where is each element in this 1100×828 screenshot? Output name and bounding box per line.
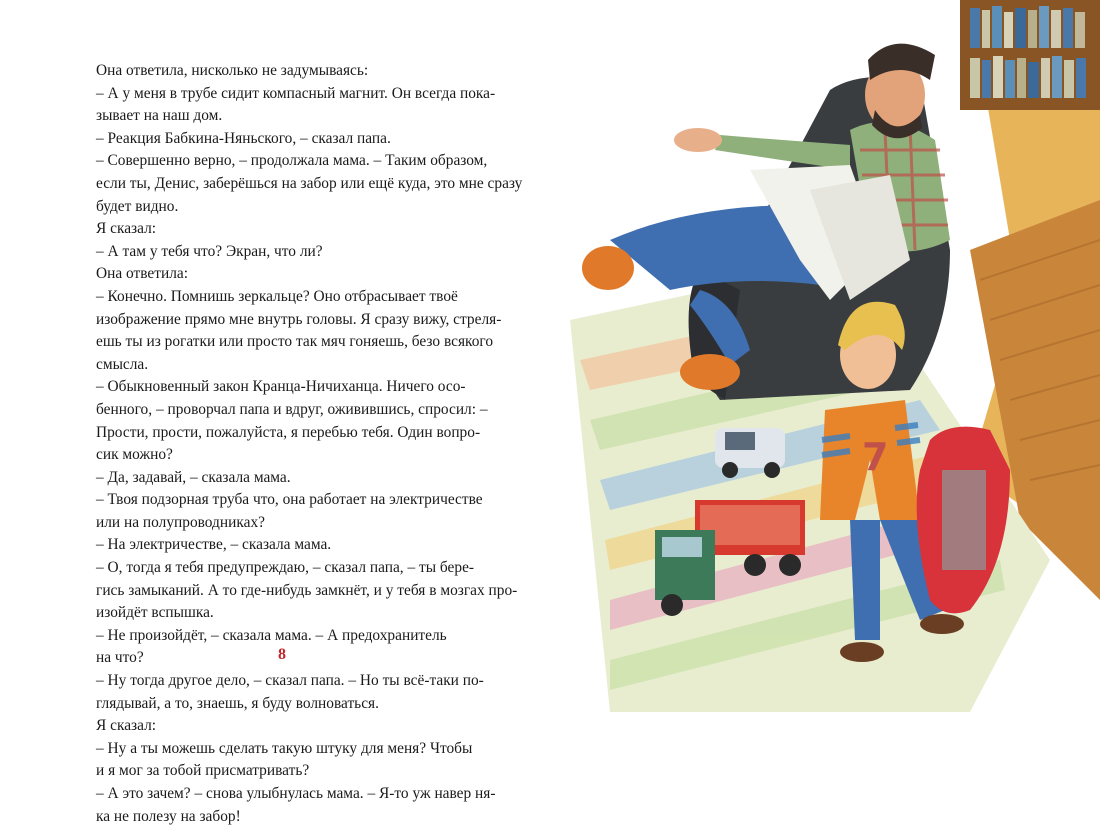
text-line: – Не произойдёт, – сказала мама. – А предохранитель	[96, 626, 447, 644]
boy-shoe-left	[840, 642, 884, 662]
text-line: Она ответила:	[96, 265, 189, 283]
text-line: – А это зачем? – снова улыбнулась мама. – Я-то уж навер ня-	[96, 785, 496, 802]
text-line: гись замыканий. А то где-нибудь замкнёт, и у тебя в мозгах про-	[96, 581, 518, 599]
text-line: изображение прямо мне внутрь головы. Я сразу вижу, стреля-	[96, 310, 502, 328]
page-number: 8	[278, 646, 286, 663]
text-line: на что?	[96, 649, 144, 667]
text-line: – Реакция Бабкина-Няньского, – сказал папа.	[96, 129, 391, 147]
text-line: ка не полезу на забор!	[96, 807, 241, 825]
text-line: зывает на наш дом.	[96, 107, 223, 125]
text-line: Я сказал:	[96, 717, 157, 735]
text-line: – А у меня в трубе сидит компасный магнит. Он всегда пока-	[96, 84, 496, 102]
text-line: – Совершенно верно, – продолжала мама. – Таким образом,	[96, 152, 488, 170]
dad-slipper-right	[680, 354, 740, 390]
boy-shoe-right	[920, 614, 964, 634]
story-text	[96, 60, 534, 828]
text-line: смысла.	[96, 355, 149, 373]
text-line: – Ну тогда другое дело, – сказал папа. – Но ты всё-таки по-	[96, 672, 484, 690]
text-line: – Ну а ты можешь сделать такую штуку для меня? Чтобы	[96, 739, 473, 757]
text-line: – О, тогда я тебя предупреждаю, – сказал папа, – ты бере-	[96, 559, 475, 577]
text-line: глядывай, а то, знаешь, я буду волноваться.	[96, 694, 379, 712]
boy-jeans-left	[850, 520, 880, 640]
dad-hand	[674, 128, 722, 152]
shirt-number: 7	[862, 435, 889, 479]
text-line: – Твоя подзорная труба что, она работает на электричестве	[96, 491, 483, 509]
dad-slipper-left	[582, 246, 634, 290]
text-line: и я мог за тобой присматривать?	[96, 762, 310, 780]
text-line: Она ответила, нисколько не задумываясь:	[96, 62, 369, 79]
text-line: – А там у тебя что? Экран, что ли?	[96, 242, 323, 260]
text-line: – Обыкновенный закон Кранца-Ничиханца. Ничего осо-	[96, 378, 466, 396]
text-line: или на полупроводниках?	[96, 513, 265, 531]
text-line: – Конечно. Помнишь зеркальце? Оно отбрасывает твоё	[96, 287, 458, 305]
illustration-page	[550, 0, 1100, 712]
text-line: Прости, прости, пожалуйста, я перебью тебя. Один вопро-	[96, 423, 481, 441]
text-line: – На электричестве, – сказала мама.	[96, 536, 332, 554]
text-line: если ты, Денис, заберёшься на забор или ещё куда, это мне сразу	[96, 174, 523, 192]
text-line: – Да, задавай, – сказала мама.	[96, 468, 291, 486]
illustration	[550, 0, 1100, 712]
text-line: ешь ты из рогатки или просто так мяч гоняешь, безо всякого	[96, 333, 494, 351]
left-page	[0, 0, 550, 825]
text-line: бенного, – проворчал папа и вдруг, оживившись, спросил: –	[96, 400, 488, 418]
text-line: сик можно?	[96, 446, 173, 464]
text-line: Я сказал:	[96, 220, 157, 238]
text-line: будет видно.	[96, 197, 179, 215]
text-line: изойдёт вспышка.	[96, 604, 214, 622]
